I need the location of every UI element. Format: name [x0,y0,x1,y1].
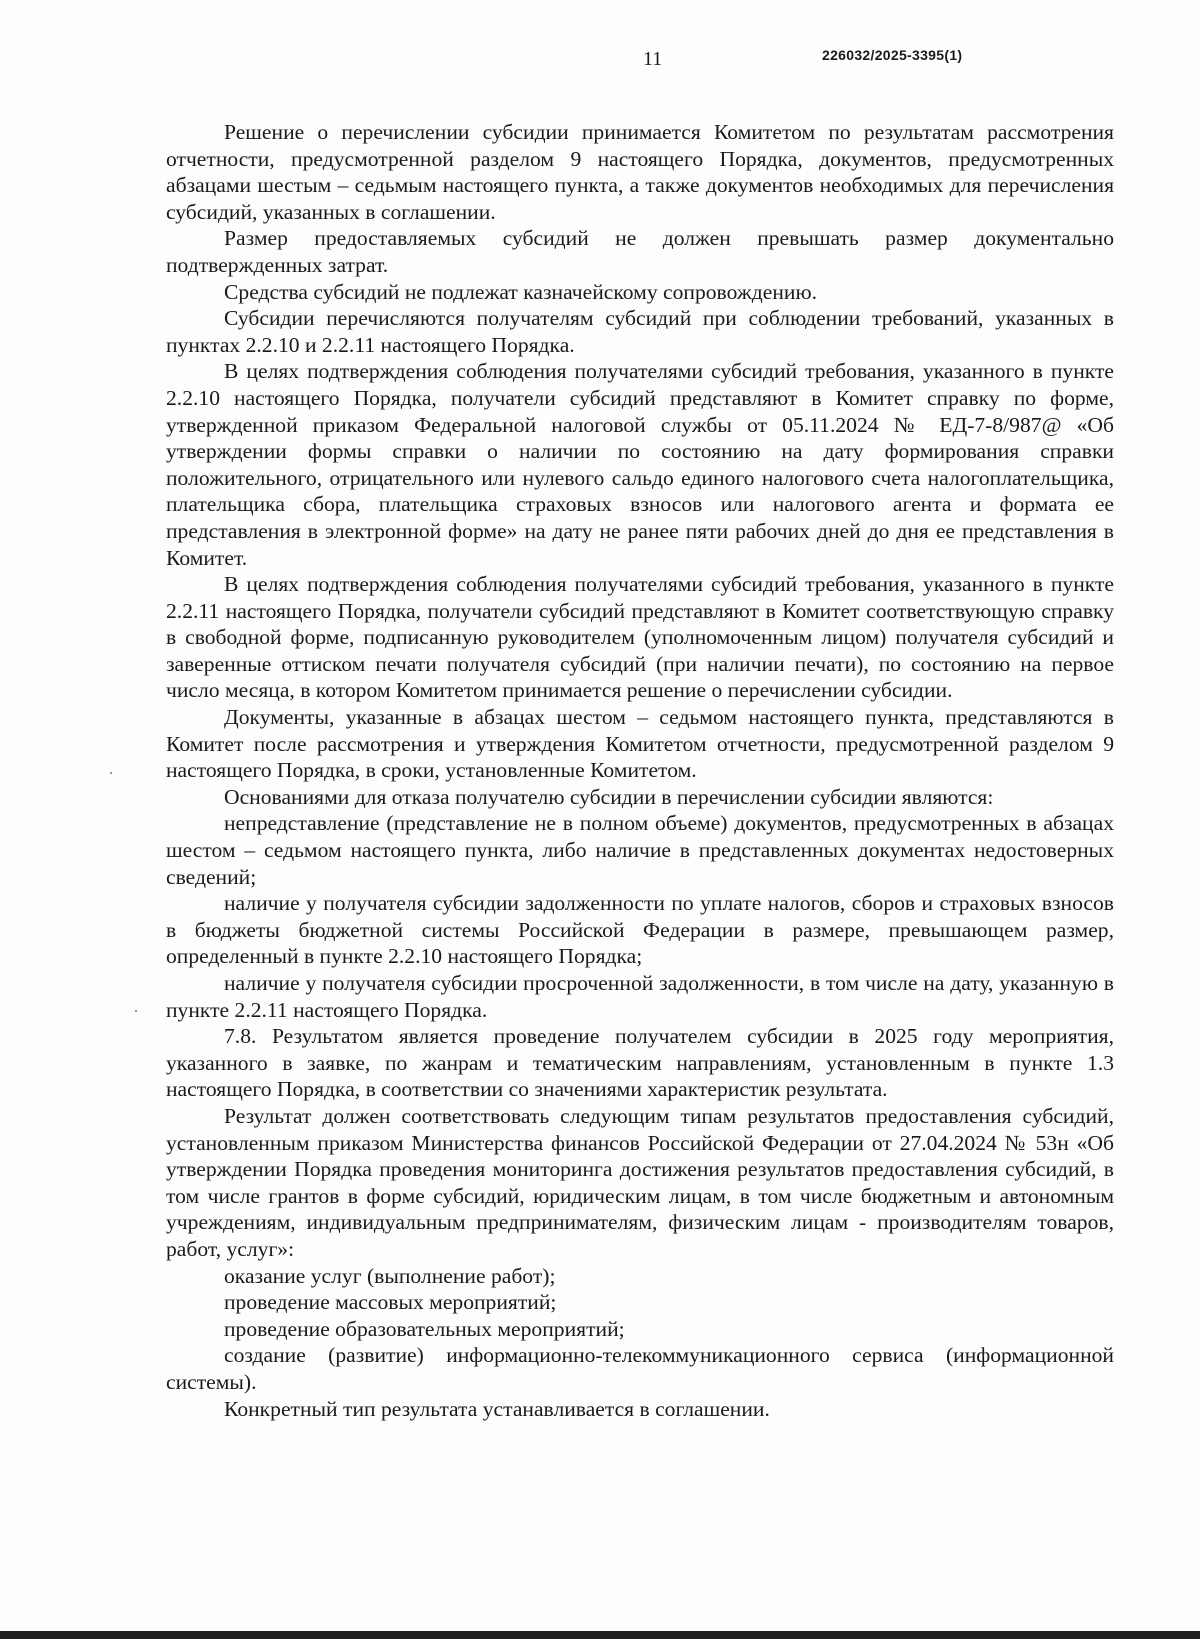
scan-artifact [135,1010,137,1012]
paragraph: Основаниями для отказа получателю субсидии в перечислении субсидии являются: [224,784,994,809]
list-item: проведение массовых мероприятий; [224,1290,557,1315]
paragraph: Конкретный тип результата устанавливается в соглашении. [224,1396,770,1421]
scan-bottom-edge [0,1631,1200,1639]
list-item: непредставление (представление не в полном объеме) документов, предусмотренных в абзацах шестом – седьмом настоящего пункта, либо наличие в представленных документах недостоверных сведений; [166,811,1114,889]
paragraph: В целях подтверждения соблюдения получателями субсидий требования, указанного в пункте 2.2.10 настоящего Порядка, получатели субсидий представляют в Комитет справку по форме, утвержденной приказом Федеральной налоговой службы от 05.11.2024 № ЕД-7-8/987@ «Об утверждении формы справки о наличии по состоянию на дату формирования справки положительного, отрицательного или нулевого сальдо единого налогового счета налогоплательщика, плательщика сбора, плательщика страховых взносов или налогового агента и формата ее представления в электронной форме» на дату не ранее пяти рабочих дней до дня ее представления в Комитет. [166,359,1114,570]
paragraph: Решение о перечислении субсидии принимается Комитетом по результатам рассмотрения отчетности, предусмотренной разделом 9 настоящего Порядка, документов, предусмотренных абзацами шестым – седьмым настоящего пункта, а также документов необходимых для перечисления субсидий, указанных в соглашении. [166,120,1114,224]
paragraph: В целях подтверждения соблюдения получателями субсидий требования, указанного в пункте 2.2.11 настоящего Порядка, получатели субсидий представляют в Комитет соответствующую справку в свободной форме, подписанную руководителем (уполномоченным лицом) получателя субсидий и заверенные оттиском печати получателя субсидий (при наличии печати), по состоянию на первое число месяца, в котором Комитетом принимается решение о перечислении субсидии. [166,572,1114,703]
paragraph: Результат должен соответствовать следующим типам результатов предоставления субсидий, установленным приказом Министерства финансов Российской Федерации от 27.04.2024 № 53н «Об утверждении Порядка проведения мониторинга достижения результатов предоставления субсидий, в том числе грантов в форме субсидий, юридическим лицам, в том числе бюджетным и автономным учреждениям, индивидуальным предпринимателям, физическим лицам - производителям товаров, работ, услуг»: [166,1103,1114,1261]
document-body [166,119,1114,1422]
list-item: создание (развитие) информационно-телекоммуникационного сервиса (информационной системы). [166,1343,1114,1394]
document-id: 226032/2025-3395(1) [822,47,963,63]
list-item: наличие у получателя субсидии задолженности по уплате налогов, сборов и страховых взносов в бюджеты бюджетной системы Российской Федерации в размере, превышающем размер, определенный в пункте 2.2.10 настоящего Порядка; [166,891,1114,969]
list-item: оказание услуг (выполнение работ); [224,1263,556,1288]
paragraph-section-7-8: 7.8. Результатом является проведение получателем субсидии в 2025 году мероприятия, указанного в заявке, по жанрам и тематическим направлениям, установленным в пункте 1.3 настоящего Порядка, в соответствии со значениями характеристик результата. [166,1024,1114,1102]
paragraph: Субсидии перечисляются получателям субсидий при соблюдении требований, указанных в пунктах 2.2.10 и 2.2.11 настоящего Порядка. [166,306,1114,357]
list-item: проведение образовательных мероприятий; [224,1316,625,1341]
list-item: наличие у получателя субсидии просроченной задолженности, в том числе на дату, указанную в пункте 2.2.11 настоящего Порядка. [166,971,1114,1022]
scan-artifact [110,772,112,774]
paragraph: Размер предоставляемых субсидий не должен превышать размер документально подтвержденных затрат. [166,226,1114,277]
page-number: 11 [643,48,663,70]
paragraph: Средства субсидий не подлежат казначейскому сопровождению. [224,279,817,304]
paragraph: Документы, указанные в абзацах шестом – седьмом настоящего пункта, представляются в Комитет после рассмотрения и утверждения Комитетом отчетности, предусмотренной разделом 9 настоящего Порядка, в сроки, установленные Комитетом. [166,705,1114,783]
